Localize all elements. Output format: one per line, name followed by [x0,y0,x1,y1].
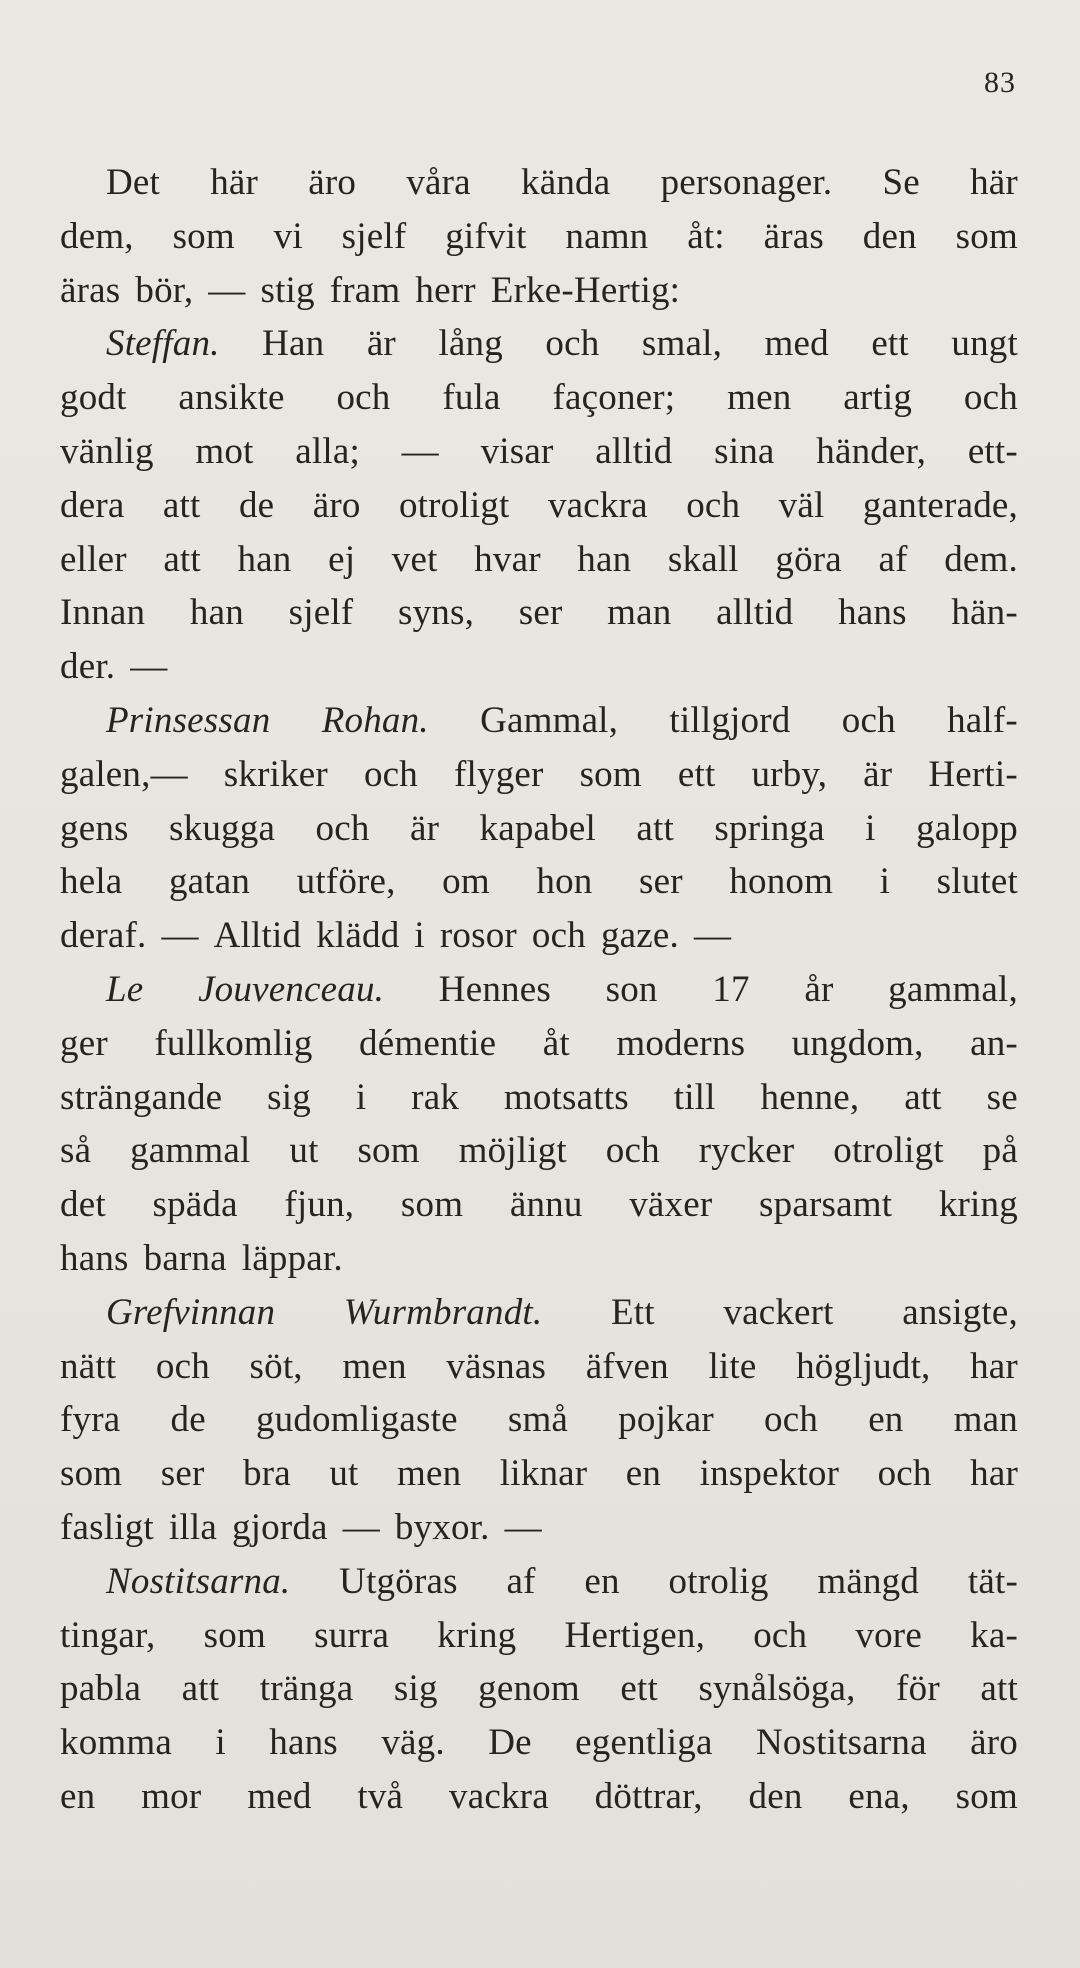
text-line [60,371,1018,425]
word: gjorda [231,1506,328,1548]
word: har [970,1453,1018,1495]
word: gudomligaste [255,1399,458,1441]
word: en [584,1560,620,1602]
word: som [60,1453,123,1495]
text-line [60,802,1018,856]
word: Wurmbrandt. [343,1291,543,1333]
word: honom [729,861,834,903]
word: åt [542,1022,570,1064]
word: visar [480,430,554,472]
text-line [60,1124,1018,1178]
word: är [409,807,440,849]
word: strängande [60,1076,223,1118]
word: ser [518,592,563,634]
text-line [60,425,1018,479]
word: den [862,215,917,257]
text-line [60,1609,1018,1663]
word: smal, [641,323,723,365]
word: inspektor [699,1453,840,1495]
word: Gammal, [480,699,619,741]
word: ungdom, [791,1022,924,1064]
text-line [60,1662,1018,1716]
text-line [60,1286,1018,1340]
word: alltid [716,592,794,634]
word: söt, [249,1345,303,1387]
word: och [315,807,370,849]
word: som [172,215,235,257]
word: en [625,1453,662,1495]
word: namn [565,215,649,257]
word: så [60,1130,92,1172]
text-line [60,1071,1018,1125]
word: i [865,807,876,849]
word: små [507,1399,569,1441]
word: tillgjord [669,699,791,741]
word: galen,— [60,753,188,795]
word: Hennes [438,968,551,1010]
page-number: 83 [984,66,1016,99]
word: sig [267,1076,311,1118]
word: att [636,807,674,849]
word: Prinsessan [106,699,271,741]
word: — [208,269,246,311]
word: åt: [687,215,725,257]
word: och [686,484,741,526]
word: ansikte [178,377,285,419]
word: och [877,1453,932,1495]
word: väsnas [446,1345,547,1387]
word: att [181,1668,220,1710]
word: fram [329,269,401,311]
word: vet [391,538,438,580]
word: år [804,968,834,1010]
word: — [693,915,732,957]
word: här [210,162,259,203]
word: gifvit [445,215,527,257]
text-line [60,1178,1018,1232]
word: och [605,1130,660,1172]
word: skugga [169,807,276,849]
word: kring [437,1614,517,1656]
word: egentliga [575,1722,713,1764]
word: lång [438,323,503,365]
word: våra [406,162,471,203]
word: de [170,1399,206,1441]
text-line [60,1017,1018,1071]
word: en [60,1775,96,1817]
word: pojkar [618,1399,714,1441]
word: moderns [616,1022,746,1064]
word: att [163,538,201,580]
word: den [748,1775,803,1817]
word: fula [442,377,501,419]
word: hvar [474,538,541,580]
word: men [727,377,792,419]
word: på [982,1130,1018,1172]
word: surra [314,1614,390,1656]
word: som [203,1614,266,1656]
word: till [673,1076,716,1118]
word: gammal, [888,968,1018,1010]
word: an- [970,1022,1018,1064]
text-line [60,586,1018,640]
word: galopp [916,807,1018,849]
word: Utgöras [339,1560,458,1602]
word: Jouvenceau. [198,968,385,1010]
word: mor [141,1775,202,1817]
word: byxor. [394,1506,490,1548]
word: de [238,484,275,526]
word: af [878,538,908,580]
word: dem. [944,538,1018,580]
word: son [605,968,658,1010]
word: och [155,1345,210,1387]
word: De [488,1722,532,1764]
word: äro [312,484,361,526]
text-line [60,748,1018,802]
word: ett [620,1668,658,1710]
word: som [357,1130,420,1172]
word: sina [714,430,775,472]
word: Erke-Hertig: [490,269,681,311]
word: hela [60,861,123,903]
word: hans [838,592,907,634]
word: otrolig [668,1560,769,1602]
word: urby, [751,753,828,795]
word: och [336,377,391,419]
word: barna [143,1237,227,1279]
word: skriker [223,753,328,795]
word: dera [60,484,125,526]
word: — [161,915,199,957]
body-text [60,156,1018,1824]
word: nätt [60,1345,117,1387]
word: rak [411,1076,460,1118]
word: Det [106,162,161,203]
word: händer, [816,430,927,472]
word: två [357,1775,404,1817]
word: har [970,1345,1018,1387]
word: ser [160,1453,205,1495]
word: äro [970,1722,1018,1764]
word: växer [629,1184,713,1226]
word: att [162,484,201,526]
word: pabla [60,1668,142,1710]
word: ka- [970,1614,1018,1656]
word: dem, [60,215,134,257]
word: af [506,1560,536,1602]
word: och [363,753,418,795]
word: Alltid [213,915,302,957]
word: ger [60,1022,108,1064]
word: hon [536,861,593,903]
text-line [60,264,1018,318]
text-line [60,1447,1018,1501]
word: ett [677,753,716,795]
word: döttrar, [594,1775,703,1817]
text-line [60,1340,1018,1394]
word: fjun, [284,1184,355,1226]
text-line [60,963,1018,1017]
word: tränga [259,1668,354,1710]
word: gammal [130,1130,251,1172]
word: och [963,377,1018,419]
word: tingar, [60,1614,156,1656]
word: artig [843,377,913,419]
word: vackra [547,484,648,526]
text-line [60,1555,1018,1609]
word: springa [714,807,825,849]
word: han [189,592,244,634]
word: fullkomlig [154,1022,313,1064]
word: hans [269,1722,338,1764]
word: äras [763,215,824,257]
word: här [970,162,1018,203]
word: ena, [848,1775,910,1817]
word: synålsöga, [698,1668,856,1710]
word: tät- [967,1560,1018,1602]
word: façoner; [552,377,676,419]
text-line [60,640,1018,694]
word: 17 [712,968,750,1010]
word: i [414,915,425,957]
word: hans [60,1237,129,1279]
word: flyger [454,753,544,795]
word: ett- [967,430,1018,472]
word: eller [60,538,127,580]
word: som [579,753,642,795]
word: och [545,323,600,365]
word: man [607,592,672,634]
word: bra [243,1453,291,1495]
word: är [366,323,396,365]
word: Nostitsarna. [106,1560,291,1602]
word: Se [882,162,920,203]
word: äro [308,162,357,203]
word: — [504,1506,542,1548]
word: han [577,538,632,580]
word: personager. [660,162,833,203]
word: men [397,1453,462,1495]
word: sig [393,1668,438,1710]
word: ej [328,538,356,580]
word: vi [273,215,303,257]
word: att [904,1076,942,1118]
word: utföre, [296,861,396,903]
word: genom [478,1668,580,1710]
word: sjelf [341,215,407,257]
text-line [60,533,1018,587]
word: ansigte, [902,1291,1018,1333]
word: démentie [359,1022,497,1064]
word: och [753,1614,808,1656]
word: sparsamt [759,1184,893,1226]
word: stig [260,269,315,311]
word: ungt [951,323,1018,365]
word: hän- [951,592,1018,634]
word: som [955,215,1018,257]
word: Le [106,968,144,1010]
word: godt [60,377,127,419]
text-line [60,210,1018,264]
word: kring [938,1184,1018,1226]
word: göra [775,538,842,580]
word: gaze. [600,915,679,957]
word: väg. [381,1722,445,1764]
word: deraf. [60,915,147,957]
word: fasligt [60,1506,154,1548]
word: Hertigen, [564,1614,706,1656]
word: Han [262,323,325,365]
word: i [355,1076,367,1118]
word: Herti- [928,753,1018,795]
word: och [841,699,896,741]
word: äfven [585,1345,669,1387]
word: — [342,1506,380,1548]
word: se [986,1076,1018,1118]
word: — [130,646,168,688]
word: mängd [817,1560,920,1602]
word: men [342,1345,407,1387]
text-line [60,479,1018,533]
word: alltid [595,430,673,472]
word: otroligt [833,1130,944,1172]
word: högljudt, [796,1345,931,1387]
word: klädd [316,915,400,957]
word: der. [60,646,116,688]
word: och [764,1399,819,1441]
word: ut [329,1453,359,1495]
word: för [896,1668,940,1710]
word: läppar. [241,1237,343,1279]
word: skall [667,538,739,580]
word: och [531,915,586,957]
word: väl [778,484,825,526]
word: rosor [439,915,517,957]
word: möjligt [458,1130,567,1172]
word: ut [289,1130,319,1172]
word: Ett [610,1291,655,1333]
text-line [60,156,1018,210]
word: motsatts [503,1076,629,1118]
word: att [980,1668,1018,1710]
text-line [60,1501,1018,1555]
text-line [60,855,1018,909]
word: Innan [60,592,146,634]
word: komma [60,1722,172,1764]
word: fyra [60,1399,121,1441]
word: gatan [168,861,251,903]
word: ett [871,323,909,365]
word: otroligt [398,484,510,526]
text-line [60,1770,1018,1824]
word: äras [60,269,121,311]
word: syns, [398,592,475,634]
word: en [868,1399,904,1441]
word: han [237,538,292,580]
word: — [401,430,439,472]
word: vackra [449,1775,549,1817]
text-line [60,909,1018,963]
word: kända [521,162,611,203]
word: rycker [698,1130,795,1172]
word: Nostitsarna [755,1722,927,1764]
word: späda [152,1184,238,1226]
word: kapabel [479,807,596,849]
word: liknar [499,1453,588,1495]
word: Grefvinnan [106,1291,276,1333]
word: med [247,1775,312,1817]
word: man [953,1399,1018,1441]
word: vänlig [60,430,154,472]
word: om [442,861,490,903]
word: half- [947,699,1018,741]
word: ser [639,861,683,903]
word: Steffan. [106,323,220,365]
word: gens [60,807,129,849]
word: mot [195,430,254,472]
word: illa [168,1506,217,1548]
word: alla; [295,430,360,472]
word: i [215,1722,226,1764]
word: henne, [760,1076,860,1118]
word: är [863,753,893,795]
text-line [60,1232,1018,1286]
word: vackert [723,1291,834,1333]
word: som [400,1184,464,1226]
text-line [60,1716,1018,1770]
word: vore [855,1614,922,1656]
word: Rohan. [321,699,429,741]
word: som [955,1775,1018,1817]
word: lite [708,1345,757,1387]
word: i [879,861,891,903]
text-line [60,694,1018,748]
word: slutet [936,861,1018,903]
word: ännu [509,1184,583,1226]
word: med [764,323,829,365]
word: bör, [135,269,194,311]
text-line [60,317,1018,371]
word: herr [415,269,476,311]
text-line [60,1393,1018,1447]
word: ganterade, [862,484,1018,526]
word: det [60,1184,106,1226]
word: sjelf [288,592,354,634]
